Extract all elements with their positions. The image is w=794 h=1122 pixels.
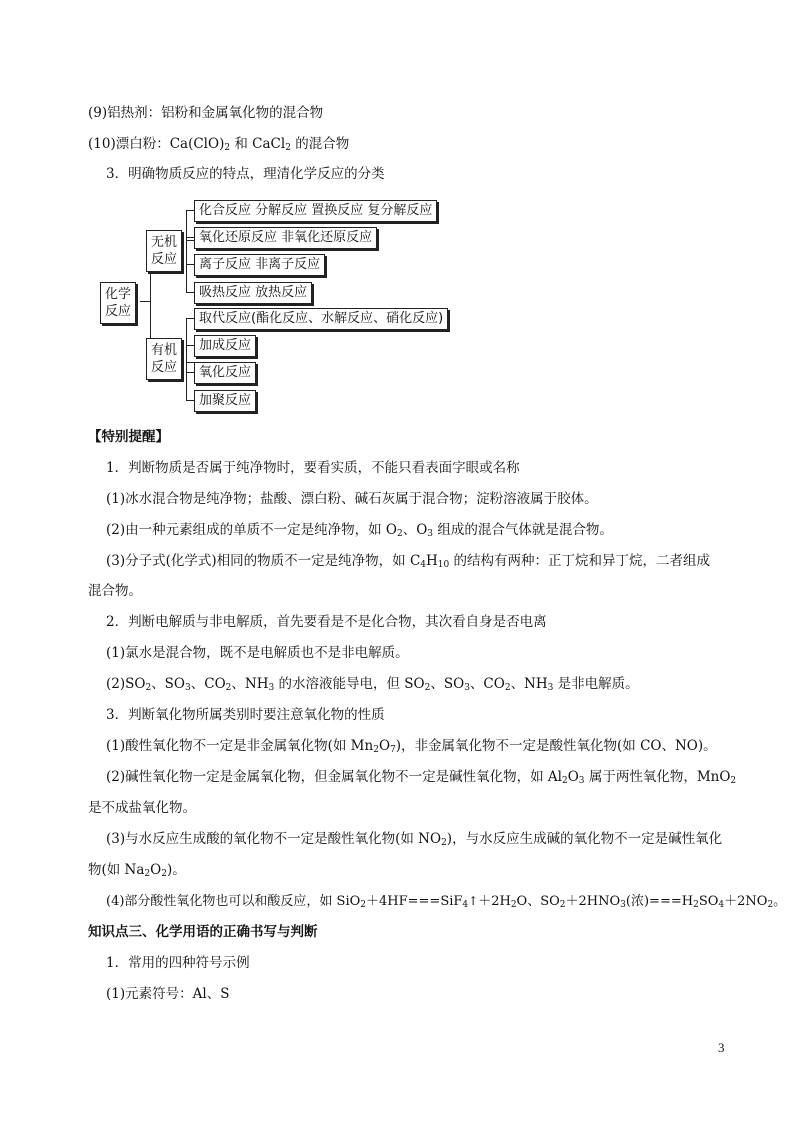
text-line: (4)部分酸性氧化物也可以和酸反应，如 $SiO_2+4HF===SiF_4↑+2H_2O$、$SO_2+2HNO_3$(浓)$===H_2SO_4+2NO_2$。 bbox=[106, 894, 787, 910]
text-line: (1)元素符号：Al、S bbox=[106, 986, 230, 1002]
text-line: (2)由一种元素组成的单质不一定是纯净物，如 $O_2$、$O_3$ 组成的混合气体就是混合物。 bbox=[106, 522, 613, 539]
section-heading: 3．明确物质反应的特点，理清化学反应的分类 bbox=[106, 166, 385, 182]
organic-box: 有机 反应 bbox=[146, 338, 182, 380]
page-number: 3 bbox=[718, 1040, 725, 1055]
text-line: (1)冰水混合物是纯净物；盐酸、漂白粉、碱石灰属于混合物；淀粉溶液属于胶体。 bbox=[106, 491, 598, 507]
text-line: (9)铝热剂：铝粉和金属氧化物的混合物 bbox=[88, 105, 324, 121]
up-arrow-icon: ↑ bbox=[468, 894, 479, 908]
organic-item: 加成反应 bbox=[194, 335, 256, 357]
text-line: (10)漂白粉：$Ca(ClO)_2$ 和 CaCl$_2$ 的混合物 bbox=[88, 136, 350, 153]
inorganic-item: 吸热反应 放热反应 bbox=[194, 282, 312, 304]
text-line: (1)酸性氧化物不一定是非金属氧化物(如 $Mn_2O_7$)，非金属氧化物不一定是酸性氧化物(如 CO、NO)。 bbox=[106, 738, 717, 755]
text-line: 是不成盐氧化物。 bbox=[88, 800, 196, 816]
inorganic-item: 离子反应 非离子反应 bbox=[194, 254, 325, 276]
inorganic-item: 氧化还原反应 非氧化还原反应 bbox=[194, 227, 377, 249]
reaction-classification-diagram bbox=[100, 196, 480, 411]
organic-item: 取代反应(酯化反应、水解反应、硝化反应) bbox=[194, 308, 448, 330]
note-title: 【特别提醒】 bbox=[88, 429, 169, 445]
text-line: 混合物。 bbox=[88, 583, 142, 599]
organic-item: 加聚反应 bbox=[194, 390, 256, 412]
inorganic-item: 化合反应 分解反应 置换反应 复分解反应 bbox=[194, 200, 437, 222]
organic-item: 氧化反应 bbox=[194, 362, 256, 384]
text-line: (3)分子式(化学式)相同的物质不一定是纯净物，如 $C_4H_{10}$ 的结构有两种：正丁烷和异丁烷，二者组成 bbox=[106, 553, 711, 570]
inorganic-box: 无机 反应 bbox=[146, 230, 182, 272]
text-line: 2．判断电解质与非电解质，首先要看是不是化合物，其次看自身是否电离 bbox=[106, 614, 547, 630]
text-line: 1．判断物质是否属于纯净物时，要看实质，不能只看表面字眼或名称 bbox=[106, 460, 520, 476]
root-box: 化学 反应 bbox=[100, 282, 136, 324]
text-line: 1．常用的四种符号示例 bbox=[106, 955, 250, 971]
text-line: 3．判断氧化物所属类别时要注意氧化物的性质 bbox=[106, 707, 385, 723]
text-line: (3)与水反应生成酸的氧化物不一定是酸性氧化物(如 $NO_2$)，与水反应生成碱的氧化物不一定是碱性氧化 bbox=[106, 831, 723, 848]
text-line: 物(如 $Na_2O_2$)。 bbox=[88, 862, 186, 879]
text-line: $(2)SO_2$、$SO_3$、$CO_2$、$NH_3$ 的水溶液能导电，但 $SO_2$、$SO_3$、$CO_2$、$NH_3$ 是非电解质。 bbox=[106, 676, 639, 693]
section-heading: 知识点三、化学用语的正确书写与判断 bbox=[88, 924, 318, 940]
text-line: (2)碱性氧化物一定是金属氧化物，但金属氧化物不一定是碱性氧化物，如 $Al_2O_3$ 属于两性氧化物，MnO$_2$ bbox=[106, 769, 737, 786]
text-line: (1)氯水是混合物，既不是电解质也不是非电解质。 bbox=[106, 645, 409, 661]
